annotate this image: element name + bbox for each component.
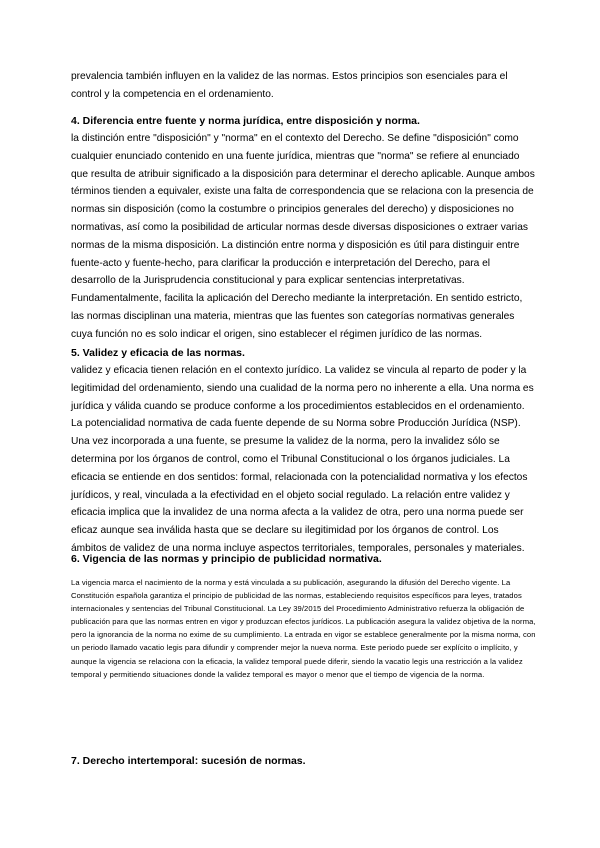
section-4-paragraph: la distinción entre "disposición" y "norma" en el contexto del Derecho. Se define "disposición" como cualquier enunciado contenido en una fuente jurídica, mientras que "norma" se refiere al enunciado que resulta de atribuir significado a la disposición para determinar el derecho aplicable. Aunque ambos términos tienden a equivaler, existe una falta de correspondencia que se relaciona con la presencia de normas sin disposición (como la costumbre o principios generales del derecho) y disposiciones no normativas, así como la posibilidad de articular normas desde diversas disposiciones o extraer varias normas de la misma disposición. La distinción entre norma y disposición es útil para distinguir entre fuente-acto y fuente-hecho, para clarificar la producción e interpretación del Derecho, para el desarrollo de la Jurisprudencia constitucional y para explicar sentencias interpretativas. Fundamentalmente, facilita la aplicación del Derecho mediante la interpretación. En sentido estricto, las normas disciplinan una materia, mientras que las fuentes son categorías normativas generales cuya función no es solo indicar el origen, sino establecer el régimen jurídico de las normas. [71,133,535,340]
section-4 [71,113,537,344]
section-6 [71,576,537,681]
section-6-paragraph: La vigencia marca el nacimiento de la norma y está vinculada a su publicación, asegurando la difusión del Derecho vigente. La Constitución española garantiza el principio de publicidad de las normas, estableciendo requisitos específicos para leyes, tratados internacionales y sentencias del Tribunal Constitucional. La Ley 39/2015 del Procedimiento Administrativo refuerza la obligación de publicación para que las normas entren en vigor y produzcan efectos jurídicos. La publicación asegura la validez objetiva de la norma, pero la ignorancia de la norma no exime de su cumplimiento. La entrada en vigor se establece generalmente por la misma norma, con un periodo llamado vacatio legis para difundir y comprender mejor la nueva norma. Este periodo puede ser explícito o implícito, y aunque la vigencia se relaciona con la eficacia, la validez temporal puede diferir, siendo la vacatio legis una restricción a la validez temporal y permitiendo situaciones donde la validez temporal es mayor o menor que el tiempo de vigencia de la norma. [71,578,536,679]
section-6-heading: 6. Vigencia de las normas y principio de publicidad normativa. [71,553,382,565]
section-5-paragraph: validez y eficacia tienen relación en el contexto jurídico. La validez se vincula al reparto de poder y la legitimidad del ordenamiento, siendo una cualidad de la norma pero no inherente a ella. Una norma es jurídica y válida cuando se produce conforme a los procedimientos establecidos en el ordenamiento. La potencialidad normativa de cada fuente depende de su Norma sobre Producción Jurídica (NSP). Una vez incorporada a una fuente, se presume la validez de la norma, pero la invalidez sólo se determina por los órganos de control, como el Tribunal Constitucional o los órganos judiciales. La eficacia se entiende en dos sentidos: formal, relacionada con la potencialidad normativa y los efectos jurídicos, y real, vinculada a la efectividad en el objeto social regulado. La relación entre validez y eficacia implica que la invalidez de una norma afecta a la validez de otra, pero una norma puede ser eficaz aunque sea inválida hasta que se declare su ilegitimidad por los órganos de control. Los ámbitos de validez de una norma incluye aspectos territoriales, temporales, personales y materiales. [71,365,534,554]
section-4-heading: 4. Diferencia entre fuente y norma jurídica, entre disposición y norma. [71,115,420,127]
intro-paragraph: prevalencia también influyen en la validez de las normas. Estos principios son esenciales para el control y la competencia en el ordenamiento. [71,71,508,100]
section-7-heading: 7. Derecho intertemporal: sucesión de normas. [71,755,306,767]
intro-section [71,68,537,104]
section-7 [71,753,537,770]
section-5-heading: 5. Validez y eficacia de las normas. [71,347,245,359]
section-5 [71,345,537,558]
section-6-header [71,551,537,568]
